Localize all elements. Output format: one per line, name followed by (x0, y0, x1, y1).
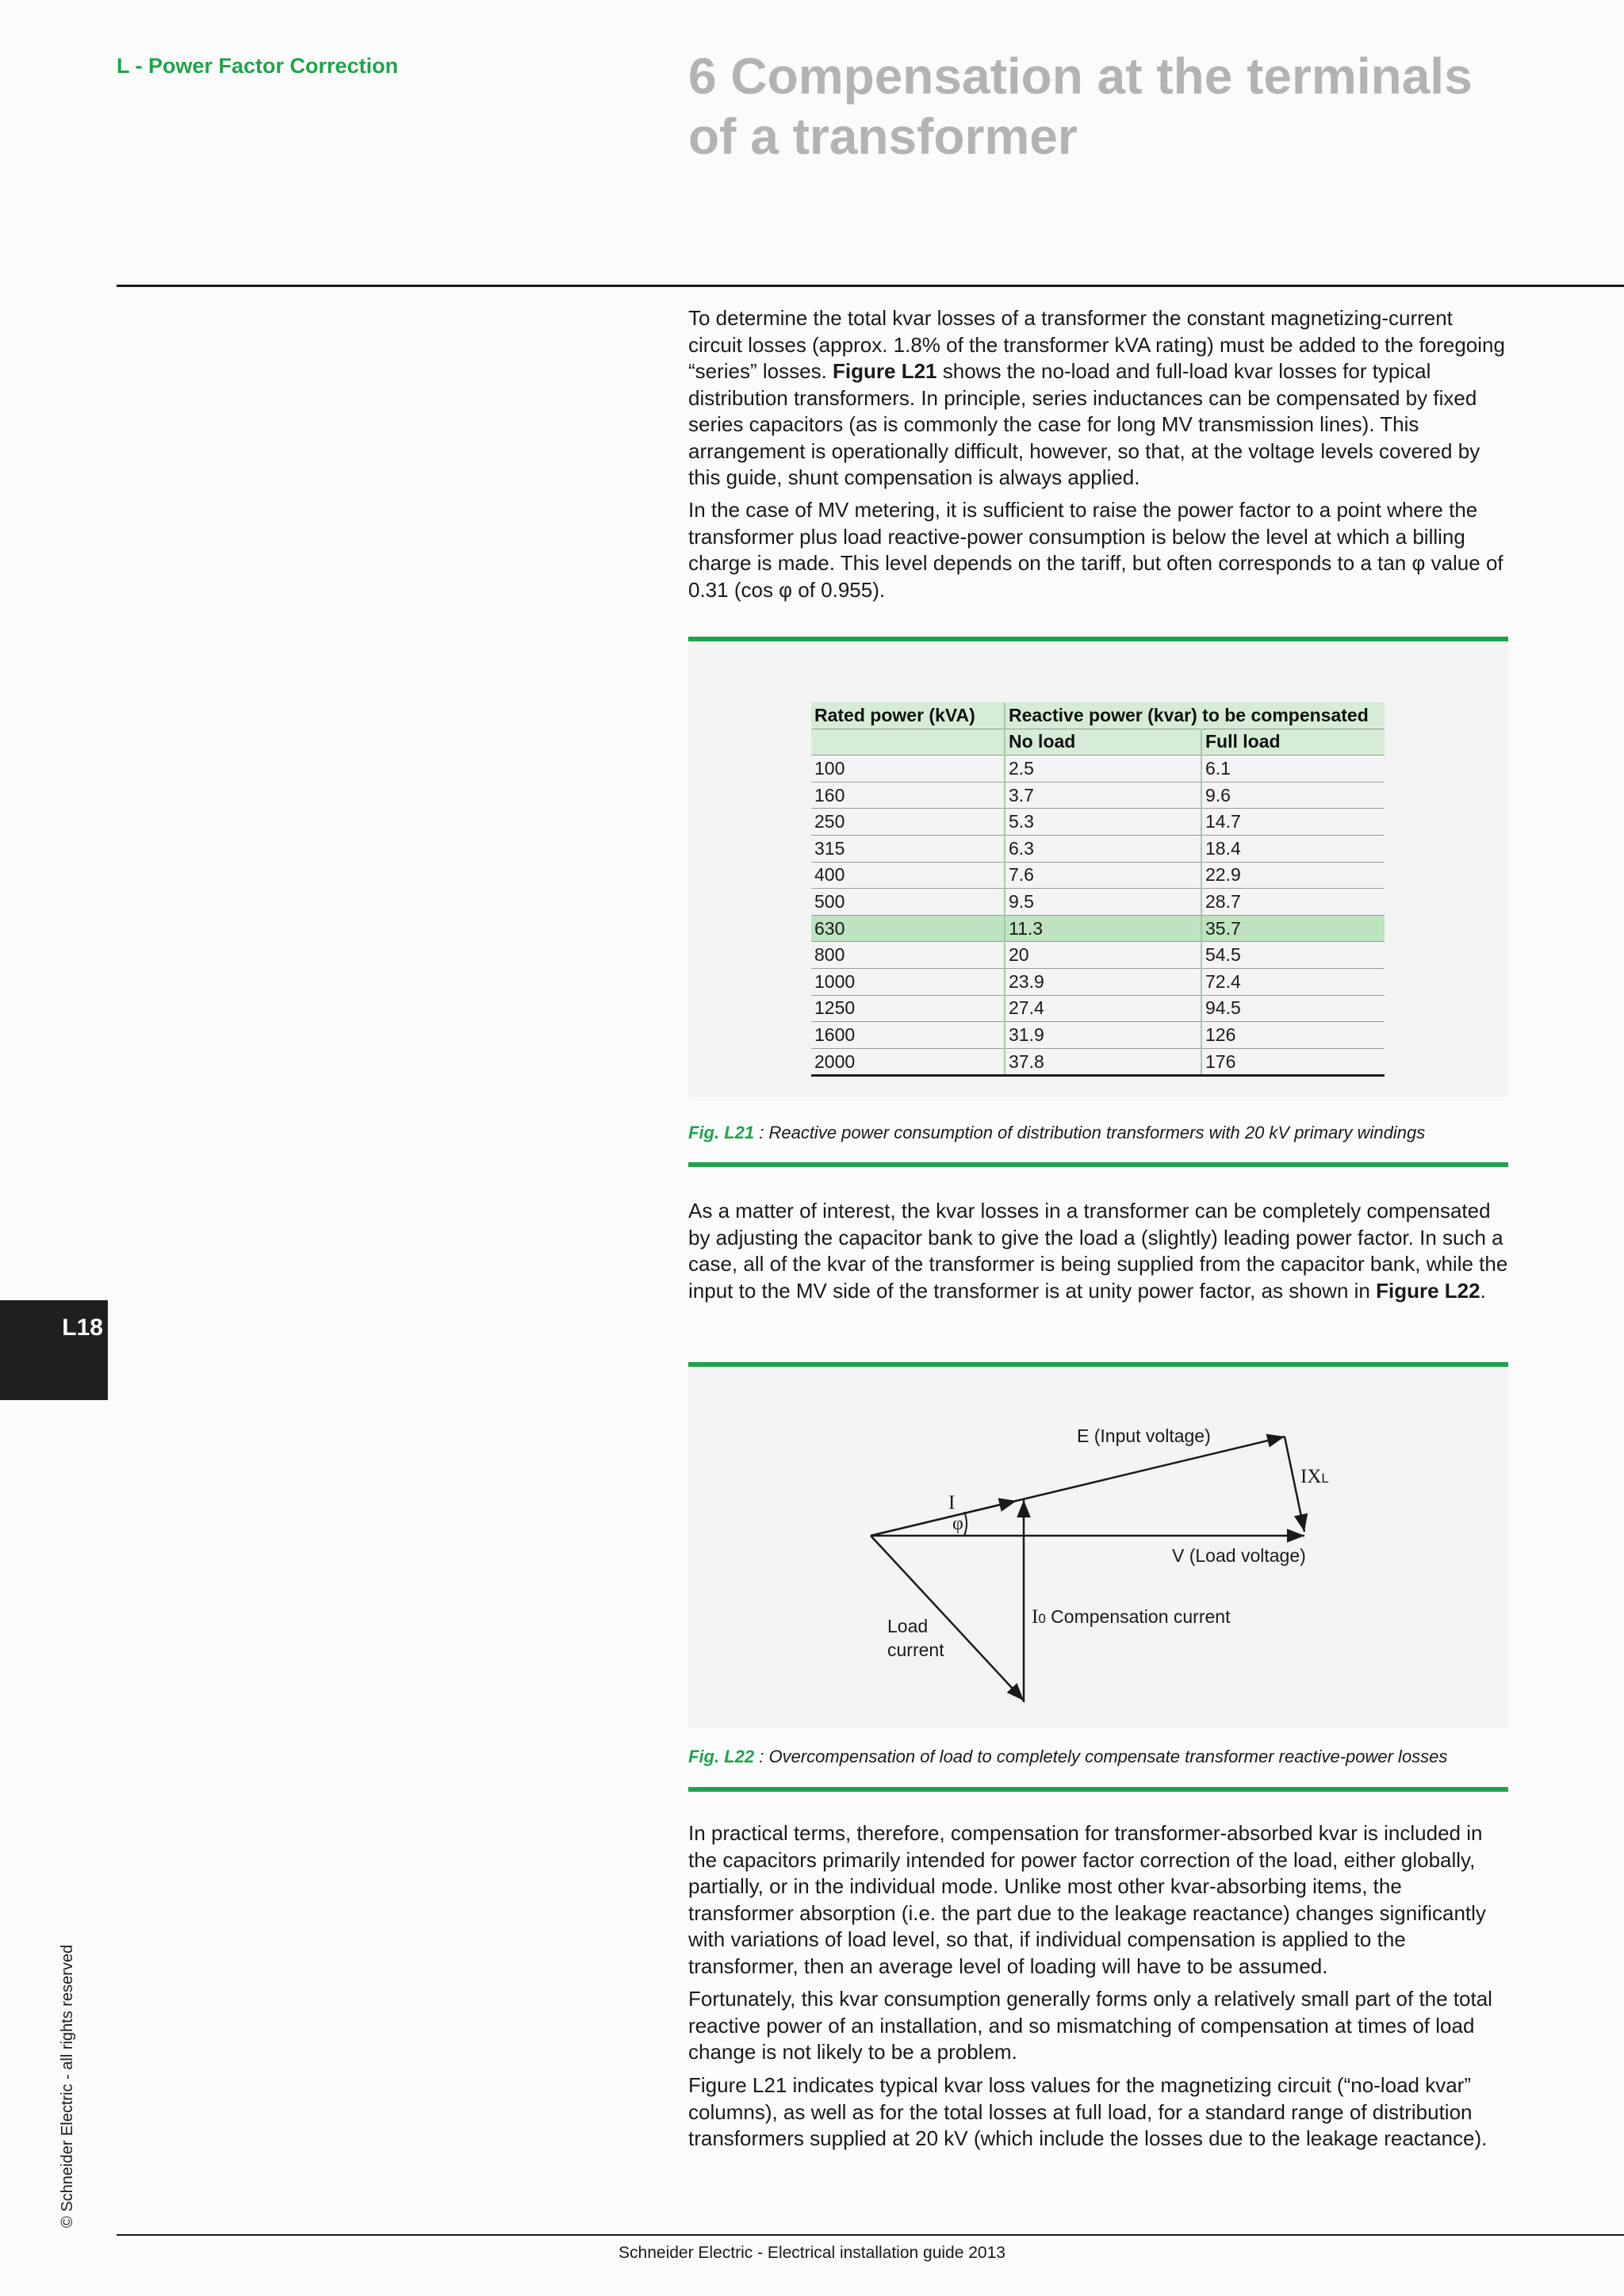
load-voltage-label: V (Load voltage) (1172, 1545, 1306, 1566)
cell-full-load: 22.9 (1201, 862, 1385, 889)
cell-rated-power: 1250 (811, 995, 1005, 1022)
page-code: L18 (62, 1314, 103, 1341)
figure-l22-bottom-rule (688, 1787, 1508, 1792)
current-label: I (948, 1492, 956, 1513)
cell-rated-power: 250 (811, 809, 1005, 836)
cell-no-load: 27.4 (1005, 995, 1201, 1022)
cell-full-load: 72.4 (1201, 968, 1385, 995)
header-rated-power: Rated power (kVA) (811, 702, 1005, 729)
ixl-label: IXL (1300, 1466, 1329, 1487)
paragraph-5: Fortunately, this kvar consumption generally forms only a relatively small part of the total reactive power of an installation, and so mismatching of compensation at times of load change is not likely to be a problem. (688, 1987, 1492, 2064)
footer-text: Schneider Electric - Electrical installation guide 2013 (619, 2244, 1005, 2262)
compensation-current-label: I0 Compensation current (1032, 1606, 1231, 1628)
cell-no-load: 23.9 (1005, 968, 1201, 995)
copyright-notice: © Schneider Electric - all rights reserved (59, 1944, 76, 2228)
cell-no-load: 3.7 (1005, 782, 1201, 809)
cell-rated-power: 800 (811, 942, 1005, 969)
chapter-title-line1: 6 Compensation at the terminals (688, 48, 1473, 105)
cell-no-load: 2.5 (1005, 756, 1201, 783)
cell-full-load: 126 (1201, 1022, 1385, 1049)
figure-l21-caption-text: : Reactive power consumption of distribution transformers with 20 kV primary windings (754, 1123, 1426, 1142)
figure-l21-reference: Figure L21 (833, 359, 937, 383)
paragraph-3-end: . (1480, 1278, 1486, 1303)
load-current-label-line1: Load (887, 1616, 929, 1636)
cell-rated-power: 630 (811, 915, 1005, 942)
figure-l22-reference: Figure L22 (1376, 1278, 1480, 1303)
header-reactive-power: Reactive power (kvar) to be compensated (1005, 702, 1385, 729)
cell-no-load: 6.3 (1005, 835, 1201, 862)
cell-rated-power: 1000 (811, 968, 1005, 995)
cell-rated-power: 100 (811, 756, 1005, 783)
cell-full-load: 14.7 (1201, 809, 1385, 836)
cell-no-load: 37.8 (1005, 1048, 1201, 1076)
cell-full-load: 176 (1201, 1048, 1385, 1076)
page-tab (0, 1300, 108, 1400)
header-no-load: No load (1005, 729, 1201, 756)
paragraph-1-text-a: To determine the total kvar losses of a transformer the constant magnetizing-current circuit losses (approx. 1.8% of the transformer kVA rating) must be added to the foregoing “series” losses. (688, 306, 1505, 383)
cell-full-load: 54.5 (1201, 942, 1385, 969)
phi-angle-arc (964, 1512, 967, 1536)
input-voltage-label: E (Input voltage) (1077, 1425, 1211, 1446)
cell-no-load: 9.5 (1005, 889, 1201, 916)
cell-full-load: 35.7 (1201, 915, 1385, 942)
header-full-load: Full load (1201, 729, 1385, 756)
cell-full-load: 18.4 (1201, 835, 1385, 862)
cell-no-load: 11.3 (1005, 915, 1201, 942)
figure-l22-caption (688, 1747, 1561, 1767)
paragraph-3-text: As a matter of interest, the kvar losses in a transformer can be completely compensated by adjusting the capacitor bank to give the load a (slightly) leading power factor. In such a case, all of the kvar of the transformer is being supplied from the capacitor bank, while the input to the MV side of the transformer is at unity power factor, as shown in (688, 1199, 1508, 1303)
section-label: L - Power Factor Correction (117, 54, 399, 78)
chapter-title-line2: of a transformer (688, 108, 1078, 165)
footer-rule (117, 2234, 1624, 2236)
figure-l21-label: Fig. L21 (688, 1123, 755, 1142)
cell-full-load: 28.7 (1201, 889, 1385, 916)
load-current-label-line2: current (887, 1640, 944, 1660)
current-vector (871, 1501, 1017, 1536)
paragraph-4: In practical terms, therefore, compensation for transformer-absorbed kvar is included in the capacitors primarily intended for power factor correction of the load, either globally, partially, or in the individual mode. Unlike most other kvar-absorbing items, the transformer absorption (i.e. the part due to the leakage reactance) changes significantly with variations of load level, so that, if individual compensation is applied to the transformer, then an average level of loading will have to be assumed. (688, 1821, 1486, 1978)
figure-l22-caption-text: : Overcompensation of load to completely compensate transformer reactive-power losses (754, 1747, 1448, 1766)
phi-label: φ (952, 1513, 963, 1534)
cell-rated-power: 160 (811, 782, 1005, 809)
cell-rated-power: 400 (811, 862, 1005, 889)
cell-rated-power: 315 (811, 835, 1005, 862)
paragraph-2: In the case of MV metering, it is sufficient to raise the power factor to a point where the transformer plus load reactive-power consumption is below the level at which a billing charge is made. This level depends on the tariff, but often corresponds to a tan φ value of 0.31 (cos φ of 0.955). (688, 498, 1503, 602)
cell-no-load: 20 (1005, 942, 1201, 969)
cell-rated-power: 2000 (811, 1048, 1005, 1076)
cell-no-load: 31.9 (1005, 1022, 1201, 1049)
paragraph-1-text-b: shows the no-load and full-load kvar losses for typical distribution transformers. In principle, series inductances can be compensated by fixed series capacitors (as is commonly the case for long MV transmission lines). This arrangement is operationally difficult, however, so that, at the voltage levels covered by this guide, shunt compensation is always applied. (688, 359, 1480, 489)
cell-rated-power: 500 (811, 889, 1005, 916)
paragraph-6: Figure L21 indicates typical kvar loss values for the magnetizing circuit (“no-load kvar” columns), as well as for the total losses at full load, for a standard range of distribution transformers supplied at 20 kV (which include the losses due to the leakage reactance). (688, 2073, 1488, 2150)
cell-full-load: 6.1 (1201, 756, 1385, 783)
cell-no-load: 7.6 (1005, 862, 1201, 889)
cell-no-load: 5.3 (1005, 809, 1201, 836)
cell-full-load: 9.6 (1201, 782, 1385, 809)
figure-l22-label: Fig. L22 (688, 1747, 755, 1766)
cell-full-load: 94.5 (1201, 995, 1385, 1022)
cell-rated-power: 1600 (811, 1022, 1005, 1049)
